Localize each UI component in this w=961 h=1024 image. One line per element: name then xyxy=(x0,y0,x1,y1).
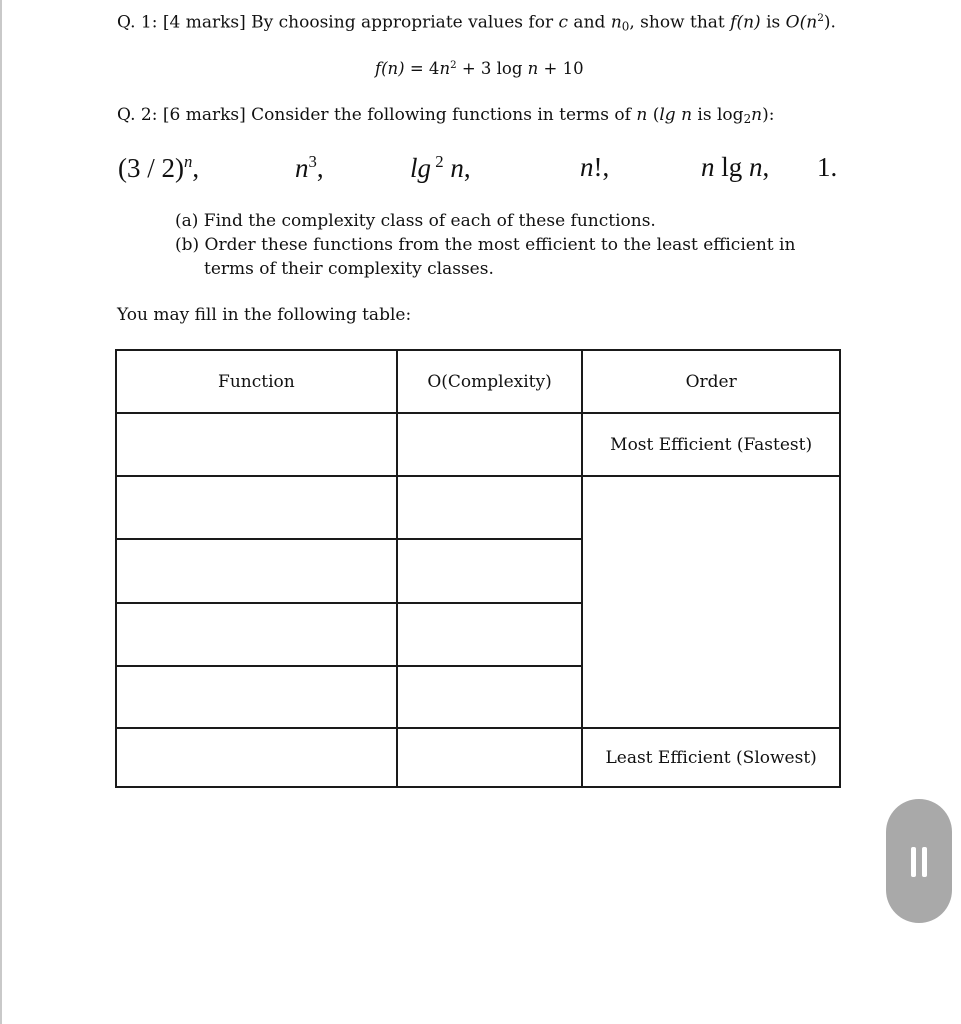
function-lg-squared-n: lg $^2$ n, xyxy=(410,152,471,184)
complexity-cell[interactable] xyxy=(397,666,583,728)
function-cell[interactable] xyxy=(116,413,397,476)
complexity-cell[interactable] xyxy=(397,476,583,539)
header-function: Function xyxy=(116,350,397,413)
order-span-cell xyxy=(582,476,840,728)
table-row xyxy=(116,413,840,476)
table-row xyxy=(116,728,840,787)
complexity-cell[interactable] xyxy=(397,413,583,476)
part-b-continued: terms of their complexity classes. xyxy=(204,259,494,279)
order-least-efficient: Least Efficient (Slowest) xyxy=(582,728,840,787)
question-2: Q. 2: [6 marks] Consider the following functions in terms of n (lg n is $\log_2n$): xyxy=(117,105,775,126)
table-header-row xyxy=(116,350,840,413)
function-cell[interactable] xyxy=(116,476,397,539)
function-n-factorial: n!, xyxy=(580,152,610,182)
complexity-cell[interactable] xyxy=(397,539,583,603)
page-left-edge xyxy=(0,0,2,1024)
question-1: Q. 1: [4 marks] By choosing appropriate values for c and $n_0$, show that f(n) is $O(n^2)$. xyxy=(117,12,836,34)
order-most-efficient: Most Efficient (Fastest) xyxy=(582,413,840,476)
function-cell[interactable] xyxy=(116,666,397,728)
function-n-lg-n: n lg n, xyxy=(701,152,770,182)
function-cell[interactable] xyxy=(116,728,397,787)
part-b: (b) Order these functions from the most efficient to the least efficient in xyxy=(175,235,796,255)
complexity-table xyxy=(115,349,841,788)
grip-line-icon xyxy=(911,847,916,877)
scroll-handle[interactable] xyxy=(886,799,952,923)
function-n-cubed: $n^3$, xyxy=(295,152,324,184)
part-a: (a) Find the complexity class of each of these functions. xyxy=(175,211,656,231)
function-cell[interactable] xyxy=(116,539,397,603)
function-cell[interactable] xyxy=(116,603,397,666)
header-order: Order xyxy=(582,350,840,413)
complexity-cell[interactable] xyxy=(397,728,583,787)
table-row xyxy=(116,476,840,539)
fill-instruction: You may fill in the following table: xyxy=(117,305,412,325)
grip-line-icon xyxy=(922,847,927,877)
function-constant-one: 1. xyxy=(817,152,838,182)
equation-f-of-n: $f(n) = 4n^2 + 3$ log n + 10 xyxy=(375,59,584,78)
header-complexity: O(Complexity) xyxy=(397,350,583,413)
complexity-cell[interactable] xyxy=(397,603,583,666)
function-three-halves-power-n: (3 / 2)$^n$, xyxy=(118,152,200,184)
